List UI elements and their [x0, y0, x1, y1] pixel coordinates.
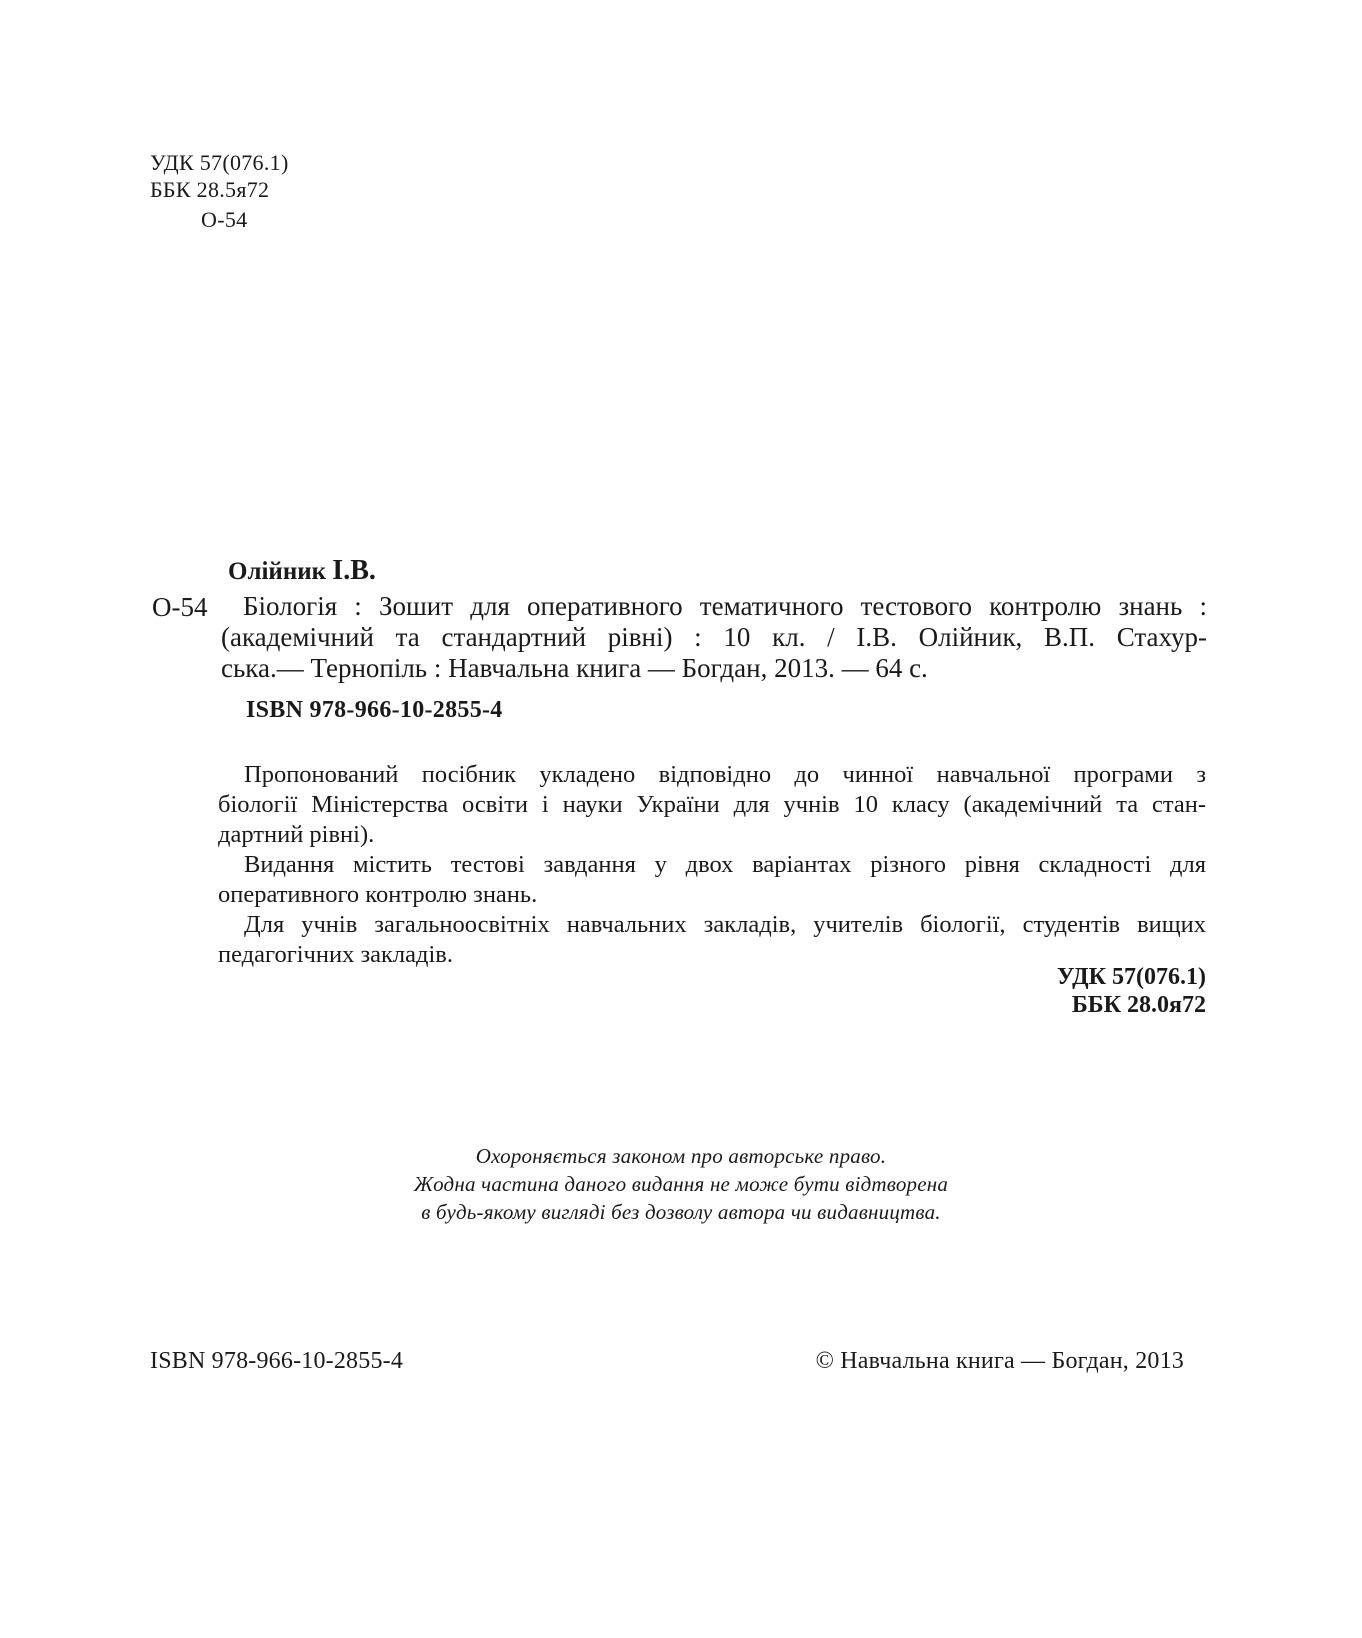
author-initials: І.В.: [332, 555, 376, 586]
footer-isbn: ISBN 978-966-10-2855-4: [150, 1348, 404, 1374]
notice-line: Жодна частина даного видання не може бути відтворена: [413, 1172, 949, 1196]
annotation-line: Для учнів загальноосвітніх навчальних закладів, учителів біології, студентів вищих: [244, 911, 1206, 938]
udk-code-top: УДК 57(076.1): [150, 150, 289, 175]
annotation: [218, 760, 1206, 970]
bibliographic-description: [221, 591, 1207, 684]
notice-line: в будь-якому вигляді без дозволу автора чи видавництва.: [421, 1200, 941, 1224]
footer-copyright: © Навчальна книга — Богдан, 2013: [815, 1348, 1184, 1374]
annotation-line: біології Міністерства освіти і науки України для учнів 10 класу (академічний та стан-: [218, 791, 1206, 818]
biblio-line: ська.— Тернопіль : Навчальна книга — Богдан, 2013. — 64 с.: [221, 653, 928, 683]
udk-code: УДК 57(076.1): [1056, 964, 1206, 990]
annotation-line: Видання містить тестові завдання у двох варіантах різного рівня складності для: [244, 851, 1206, 878]
copyright-notice: [0, 1142, 1362, 1226]
bbk-code-top: ББК 28.5я72: [150, 177, 270, 202]
annotation-line: педагогічних закладів.: [218, 941, 453, 968]
classification-codes: [1057, 963, 1206, 1019]
author-index: О-54: [152, 592, 208, 622]
author-name: [228, 555, 376, 587]
bbk-code: ББК 28.0я72: [1071, 992, 1206, 1018]
annotation-line: Пропонований посібник укладено відповідно до чинної навчальної програми з: [244, 761, 1206, 788]
author-surname: Олійник: [228, 558, 327, 585]
entry-isbn: ISBN 978-966-10-2855-4: [246, 697, 503, 723]
annotation-line: оперативного контролю знань.: [218, 881, 538, 908]
notice-line: Охороняється законом про авторське право.: [475, 1144, 887, 1168]
author-index-top: О-54: [201, 207, 248, 232]
biblio-line: (академічний та стандартний рівні) : 10 кл. / І.В. Олійник, В.П. Стахур-: [221, 622, 1207, 652]
biblio-line: Біологія : Зошит для оперативного тематичного тестового контролю знань :: [243, 591, 1207, 621]
annotation-line: дартний рівні).: [218, 821, 375, 848]
